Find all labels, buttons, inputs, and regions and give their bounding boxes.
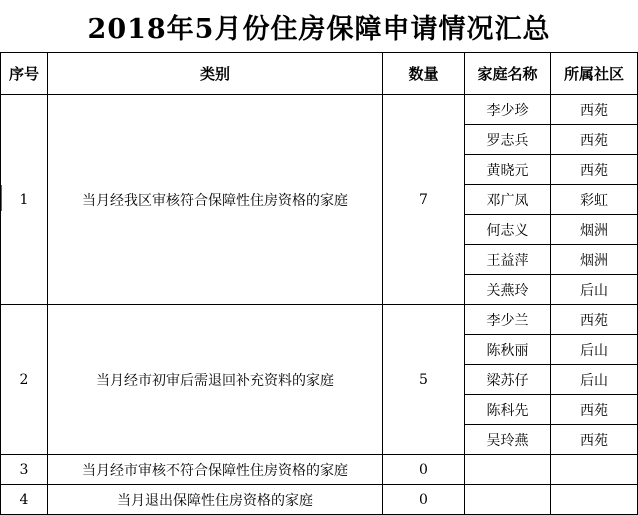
table-row <box>1 485 638 515</box>
serial-cell: 2 <box>1 305 48 455</box>
family-name-cell: 罗志兵 <box>465 125 551 155</box>
community-cell <box>551 455 638 485</box>
community-cell: 后山 <box>551 365 638 395</box>
table-row <box>1 305 638 335</box>
serial-cell: 3 <box>1 455 48 485</box>
family-name-cell: 陈科先 <box>465 395 551 425</box>
category-cell: 当月经市初审后需退回补充资料的家庭 <box>48 305 383 455</box>
page-title: 2018年5月份住房保障申请情况汇总 <box>87 13 551 45</box>
header-row <box>1 53 638 95</box>
header-community: 所属社区 <box>551 53 638 95</box>
community-cell: 后山 <box>551 335 638 365</box>
serial-cell: 4 <box>1 485 48 515</box>
family-name-cell: 黄晓元 <box>465 155 551 185</box>
community-cell: 西苑 <box>551 125 638 155</box>
family-name-cell: 何志义 <box>465 215 551 245</box>
community-cell: 后山 <box>551 275 638 305</box>
family-name-cell <box>465 455 551 485</box>
community-cell <box>551 485 638 515</box>
community-cell: 西苑 <box>551 425 638 455</box>
header-quantity: 数量 <box>383 53 465 95</box>
serial-cell: 1 <box>1 95 48 305</box>
quantity-cell: 0 <box>383 455 465 485</box>
header-serial: 序号 <box>1 53 48 95</box>
family-name-cell: 陈秋丽 <box>465 335 551 365</box>
category-cell: 当月经市审核不符合保障性住房资格的家庭 <box>48 455 383 485</box>
header-family-name: 家庭名称 <box>465 53 551 95</box>
family-name-cell: 吴玲燕 <box>465 425 551 455</box>
category-cell: 当月经我区审核符合保障性住房资格的家庭 <box>48 95 383 305</box>
quantity-cell: 5 <box>383 305 465 455</box>
family-name-cell: 王益萍 <box>465 245 551 275</box>
table-row <box>1 95 638 125</box>
quantity-cell: 0 <box>383 485 465 515</box>
family-name-cell: 邓广凤 <box>465 185 551 215</box>
family-name-cell: 梁苏仔 <box>465 365 551 395</box>
community-cell: 西苑 <box>551 95 638 125</box>
community-cell: 彩虹 <box>551 185 638 215</box>
family-name-cell: 关燕玲 <box>465 275 551 305</box>
family-name-cell <box>465 485 551 515</box>
quantity-cell: 7 <box>383 95 465 305</box>
category-cell: 当月退出保障性住房资格的家庭 <box>48 485 383 515</box>
header-category: 类别 <box>48 53 383 95</box>
community-cell: 西苑 <box>551 395 638 425</box>
housing-report-table <box>0 52 638 515</box>
family-name-cell: 李少兰 <box>465 305 551 335</box>
community-cell: 烟洲 <box>551 215 638 245</box>
community-cell: 西苑 <box>551 155 638 185</box>
table-row <box>1 455 638 485</box>
community-cell: 烟洲 <box>551 245 638 275</box>
report-body <box>1 95 638 515</box>
family-name-cell: 李少珍 <box>465 95 551 125</box>
community-cell: 西苑 <box>551 305 638 335</box>
